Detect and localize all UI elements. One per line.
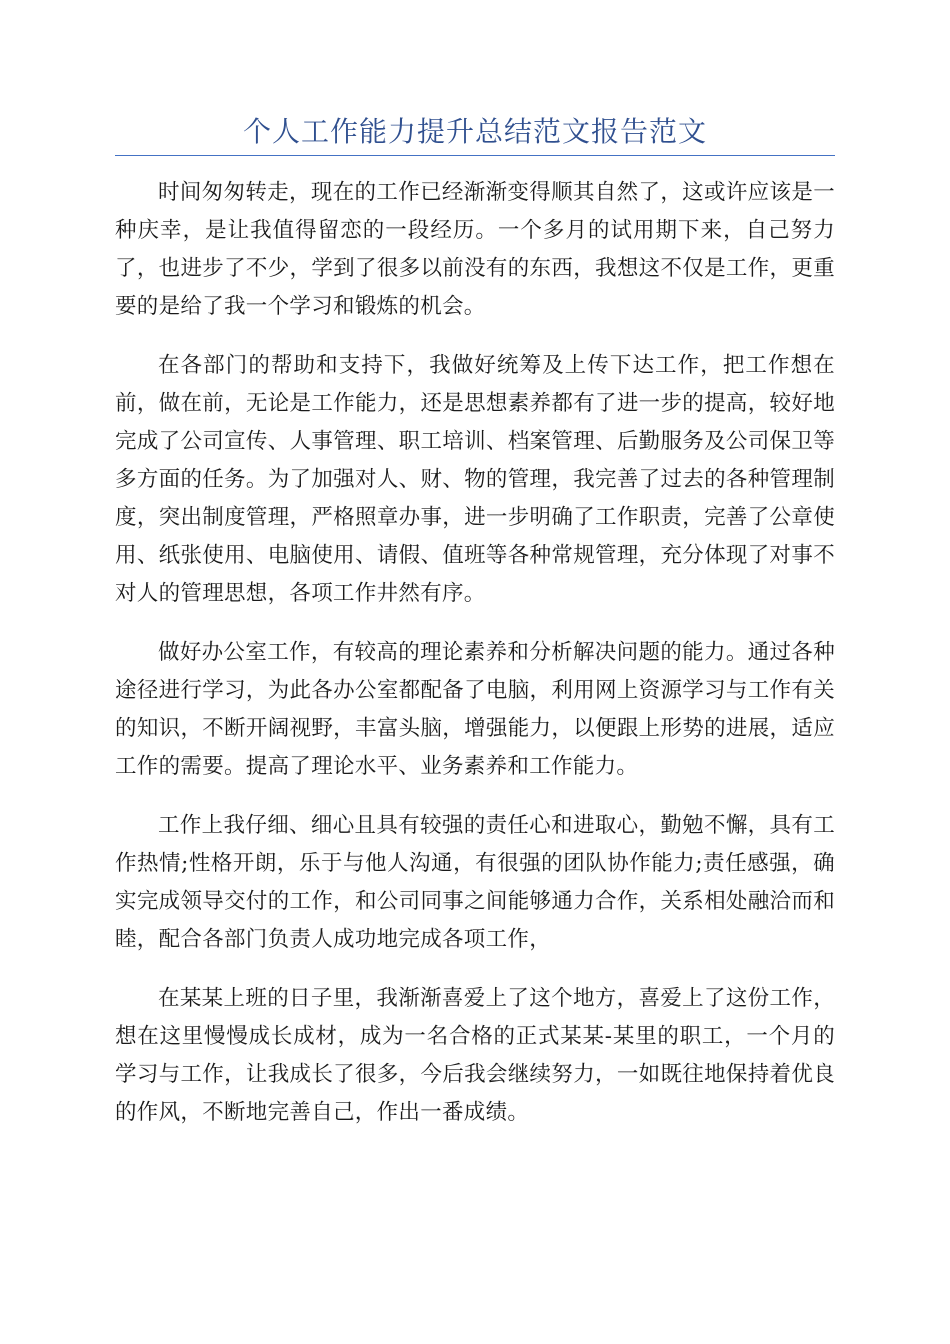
document-body (115, 174, 835, 1153)
paragraph-2: 在各部门的帮助和支持下，我做好统筹及上传下达工作，把工作想在前，做在前，无论是工作能力，还是思想素养都有了进一步的提高，较好地完成了公司宣传、人事管理、职工培训、档案管理、后勤服务及公司保卫等多方面的任务。为了加强对人、财、物的管理，我完善了过去的各种管理制度，突出制度管理，严格照章办事，进一步明确了工作职责，完善了公章使用、纸张使用、电脑使用、请假、值班等各种常规管理，充分体现了对事不对人的管理思想，各项工作井然有序。 (115, 353, 835, 606)
title-block (115, 112, 835, 156)
document-title: 个人工作能力提升总结范文报告范文 (242, 115, 707, 148)
paragraph-5: 在某某上班的日子里，我渐渐喜爱上了这个地方，喜爱上了这份工作，想在这里慢慢成长成材，成为一名合格的正式某某-某里的职工，一个月的学习与工作，让我成长了很多，今后我会继续努力，一如既往地保持着优良的作风，不断地完善自己，作出一番成绩。 (115, 986, 835, 1125)
paragraph-1: 时间匆匆转走，现在的工作已经渐渐变得顺其自然了，这或许应该是一种庆幸，是让我值得留恋的一段经历。一个多月的试用期下来，自己努力了，也进步了不少，学到了很多以前没有的东西，我想这不仅是工作，更重要的是给了我一个学习和锻炼的机会。 (115, 180, 835, 319)
paragraph-3: 做好办公室工作，有较高的理论素养和分析解决问题的能力。通过各种途径进行学习，为此各办公室都配备了电脑，利用网上资源学习与工作有关的知识，不断开阔视野，丰富头脑，增强能力，以便跟上形势的进展，适应工作的需要。提高了理论水平、业务素养和工作能力。 (115, 640, 835, 779)
paragraph-4: 工作上我仔细、细心且具有较强的责任心和进取心，勤勉不懈，具有工作热情;性格开朗，乐于与他人沟通，有很强的团队协作能力;责任感强，确实完成领导交付的工作，和公司同事之间能够通力合作，关系相处融洽而和睦，配合各部门负责人成功地完成各项工作， (115, 813, 835, 952)
